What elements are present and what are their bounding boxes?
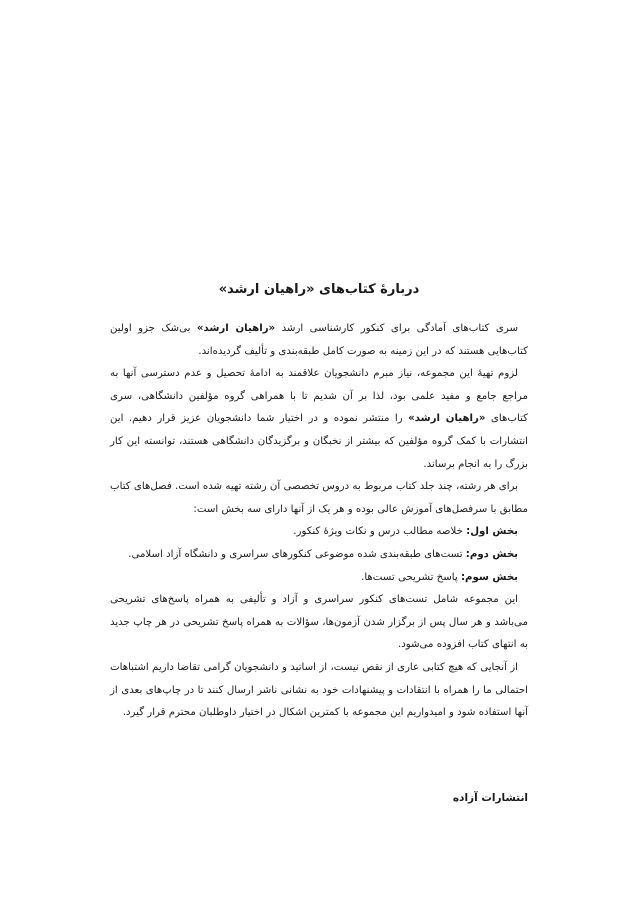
body-text: [110, 318, 528, 725]
paragraph-text: سری کتاب‌های آمادگی برای کنکور کارشناسی ارشد: [275, 323, 518, 334]
paragraph-intro: [110, 318, 528, 363]
page-title: دربارهٔ کتاب‌های «راهیان ارشد»: [218, 282, 420, 297]
section-label: بخش دوم:: [465, 548, 518, 560]
section-item: [110, 567, 528, 590]
paragraph-feedback: از آنجایی که هیچ کتابی عاری از نقص نیست، از اساتید و دانشجویان گرامی تقاضا داریم اشتباهات احتمالی ما را همراه با انتقادات و پیشنهادات خود به نشانی ناشر ارسال کنند تا در چاپ‌های بعدی از آنها استفاده شود و امیدواریم این مجموعه با کمترین اشکال در اختیار داوطلبان محترم قرار گیرد.: [110, 661, 528, 719]
paragraph-contents: این مجموعه شامل تست‌های کنکور سراسری و آزاد و تألیفی به همراه پاسخ‌های تشریحی می‌باشد و هر سال پس از برگزار شدن آزمون‌ها، سؤالات به همراه پاسخ تشریحی در هر چاپ جدید به انتهای کتاب افزوده می‌شود.: [110, 594, 528, 651]
paragraph-text: لزوم تهیهٔ این مجموعه، نیاز مبرم دانشجویان علاقمند به ادامهٔ تحصیل و عدم دسترسی آنها به مراجع جامع و مفید علمی بود، لذا بر آن شدیم تا با همراهی گروه مؤلفین دانشگاهی، سری کتاب‌های: [110, 368, 528, 425]
section-text: پاسخ تشریحی تست‌ها.: [361, 571, 461, 583]
section-label: بخش اول:: [466, 526, 518, 538]
section-label: بخش سوم:: [460, 571, 518, 583]
paragraph-structure: برای هر رشته، چند جلد کتاب مربوط به دروس تخصصی آن رشته تهیه شده است. فصل‌های کتاب مطابق با سرفصل‌های آموزش عالی بوده و هر یک از آنها دارای سه بخش است:: [110, 481, 528, 515]
section-item: [110, 544, 528, 567]
paragraph-text: را منتشر نموده و در اختیار شما دانشجویان عزیز قرار دهیم. این انتشارات با کمک گروه مؤلفین که بیشتر از نخبگان و برگزیدگان دانشگاهی هستند، توانسته این کار بزرگ را به انجام برساند.: [110, 413, 528, 470]
series-name: «راهیان ارشد»: [196, 323, 276, 334]
paragraph-purpose: [110, 363, 528, 476]
publisher-signature: انتشارات آزاده: [452, 792, 528, 804]
paragraph-text: بی‌شک جزو اولین کتاب‌هایی هستند که در این زمینه به صورت کامل طبقه‌بندی و تألیف گردیده‌اند.: [110, 323, 528, 357]
section-text: تست‌های طبقه‌بندی شده موضوعی کنکورهای سراسری و دانشگاه آزاد اسلامی.: [128, 548, 466, 560]
series-name: «راهیان ارشد»: [408, 413, 486, 425]
section-item: [110, 521, 528, 544]
section-text: خلاصه مطالب درس و نکات ویژهٔ کنکور.: [293, 526, 467, 538]
